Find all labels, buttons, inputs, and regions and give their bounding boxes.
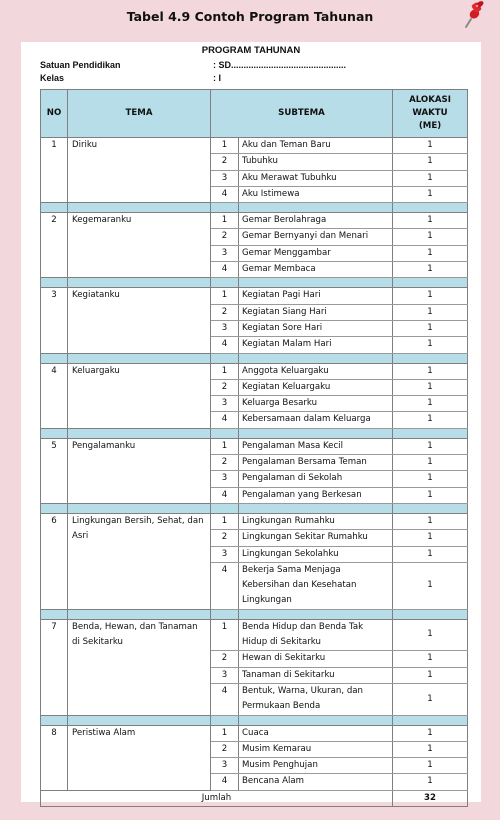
subtheme-number: 2 <box>211 455 239 471</box>
subtheme-name: Lingkungan Rumahku <box>239 513 393 529</box>
subtheme-name: Bencana Alam <box>239 774 393 790</box>
pushpin-icon <box>459 0 485 30</box>
subtheme-allocation: 1 <box>393 562 468 609</box>
subtheme-number: 4 <box>211 412 239 428</box>
class-row <box>40 73 221 83</box>
school-row <box>40 60 347 70</box>
subtheme-allocation: 1 <box>393 229 468 245</box>
subtheme-allocation: 1 <box>393 725 468 741</box>
subtheme-name: Lingkungan Sekolahku <box>239 546 393 562</box>
subtheme-name: Kegiatan Keluargaku <box>239 379 393 395</box>
theme-name: Peristiwa Alam <box>68 725 211 790</box>
subtheme-name: Benda Hidup dan Benda Tak Hidup di Sekitarku <box>239 619 393 651</box>
subtheme-name: Kegiatan Siang Hari <box>239 304 393 320</box>
separator-row <box>41 715 468 725</box>
theme-name: Kegiatanku <box>68 288 211 353</box>
subtheme-number: 2 <box>211 154 239 170</box>
theme-number: 1 <box>41 138 68 203</box>
subtheme-number: 1 <box>211 213 239 229</box>
class-label: Kelas <box>40 73 65 83</box>
subtheme-name: Hewan di Sekitarku <box>239 651 393 667</box>
subtheme-allocation: 1 <box>393 363 468 379</box>
subtheme-allocation: 1 <box>393 758 468 774</box>
subtheme-allocation: 1 <box>393 651 468 667</box>
subtheme-allocation: 1 <box>393 170 468 186</box>
subtheme-number: 1 <box>211 513 239 529</box>
subtheme-name: Kebersamaan dalam Keluarga <box>239 412 393 428</box>
subtheme-allocation: 1 <box>393 683 468 715</box>
subtheme-allocation: 1 <box>393 487 468 503</box>
subtheme-name: Kegiatan Pagi Hari <box>239 288 393 304</box>
separator-row <box>41 353 468 363</box>
subtheme-number: 1 <box>211 138 239 154</box>
subtheme-name: Bekerja Sama Menjaga Kebersihan dan Kesehatan Lingkungan <box>239 562 393 609</box>
theme-name: Diriku <box>68 138 211 203</box>
subtheme-number: 2 <box>211 741 239 757</box>
subtheme-name: Kegiatan Malam Hari <box>239 337 393 353</box>
theme-name: Keluargaku <box>68 363 211 428</box>
separator-row <box>41 609 468 619</box>
subtheme-name: Kegiatan Sore Hari <box>239 320 393 336</box>
subtheme-allocation: 1 <box>393 337 468 353</box>
total-row <box>41 790 468 806</box>
subtheme-allocation: 1 <box>393 619 468 651</box>
subtheme-number: 3 <box>211 758 239 774</box>
subtheme-name: Aku Merawat Tubuhku <box>239 170 393 186</box>
subtheme-allocation: 1 <box>393 774 468 790</box>
header-tema: TEMA <box>68 90 211 138</box>
separator-row <box>41 503 468 513</box>
subtheme-name: Pengalaman yang Berkesan <box>239 487 393 503</box>
subtheme-name: Gemar Bernyanyi dan Menari <box>239 229 393 245</box>
subtheme-number: 3 <box>211 667 239 683</box>
subtheme-name: Aku Istimewa <box>239 186 393 202</box>
subtheme-name: Lingkungan Sekitar Rumahku <box>239 530 393 546</box>
subtheme-name: Musim Penghujan <box>239 758 393 774</box>
separator-row <box>41 428 468 438</box>
subtheme-number: 4 <box>211 337 239 353</box>
subtheme-number: 4 <box>211 562 239 609</box>
table-caption: Tabel 4.9 Contoh Program Tahunan <box>126 9 374 24</box>
subtheme-allocation: 1 <box>393 741 468 757</box>
subtheme-number: 3 <box>211 170 239 186</box>
subtheme-allocation: 1 <box>393 471 468 487</box>
subtheme-name: Tubuhku <box>239 154 393 170</box>
subtheme-name: Pengalaman di Sekolah <box>239 471 393 487</box>
subtheme-name: Anggota Keluargaku <box>239 363 393 379</box>
table-row <box>41 288 468 304</box>
subtheme-allocation: 1 <box>393 213 468 229</box>
theme-number: 6 <box>41 513 68 609</box>
subtheme-allocation: 1 <box>393 138 468 154</box>
header-alokasi: ALOKASI WAKTU (ME) <box>393 90 468 138</box>
subtheme-number: 2 <box>211 304 239 320</box>
total-label: Jumlah <box>41 790 393 806</box>
subtheme-name: Gemar Membaca <box>239 262 393 278</box>
table-header-row <box>41 90 468 138</box>
table-row <box>41 725 468 741</box>
school-value: : SD.............................................. <box>213 60 347 70</box>
header-subtema: SUBTEMA <box>211 90 393 138</box>
theme-number: 7 <box>41 619 68 715</box>
subtheme-allocation: 1 <box>393 304 468 320</box>
theme-name: Lingkungan Bersih, Sehat, dan Asri <box>68 513 211 609</box>
subtheme-number: 4 <box>211 186 239 202</box>
theme-name: Benda, Hewan, dan Tanaman di Sekitarku <box>68 619 211 715</box>
subtheme-name: Aku dan Teman Baru <box>239 138 393 154</box>
subtheme-name: Pengalaman Bersama Teman <box>239 455 393 471</box>
table-row <box>41 138 468 154</box>
subtheme-allocation: 1 <box>393 320 468 336</box>
subtheme-number: 4 <box>211 262 239 278</box>
subtheme-number: 3 <box>211 396 239 412</box>
subtheme-number: 3 <box>211 320 239 336</box>
subtheme-name: Gemar Menggambar <box>239 245 393 261</box>
total-value: 32 <box>393 790 468 806</box>
subtheme-number: 4 <box>211 487 239 503</box>
subtheme-number: 1 <box>211 725 239 741</box>
subtheme-name: Musim Kemarau <box>239 741 393 757</box>
subtheme-name: Pengalaman Masa Kecil <box>239 438 393 454</box>
subtheme-allocation: 1 <box>393 412 468 428</box>
program-title: PROGRAM TAHUNAN <box>201 45 301 56</box>
school-label: Satuan Pendidikan <box>40 60 121 70</box>
subtheme-allocation: 1 <box>393 154 468 170</box>
table-row <box>41 213 468 229</box>
subtheme-number: 1 <box>211 288 239 304</box>
subtheme-number: 2 <box>211 651 239 667</box>
subtheme-allocation: 1 <box>393 546 468 562</box>
subtheme-allocation: 1 <box>393 288 468 304</box>
table-row <box>41 363 468 379</box>
subtheme-allocation: 1 <box>393 530 468 546</box>
subtheme-allocation: 1 <box>393 438 468 454</box>
document-page <box>21 42 481 802</box>
theme-name: Kegemaranku <box>68 213 211 278</box>
theme-number: 3 <box>41 288 68 353</box>
subtheme-name: Tanaman di Sekitarku <box>239 667 393 683</box>
header-no: NO <box>41 90 68 138</box>
subtheme-allocation: 1 <box>393 513 468 529</box>
subtheme-allocation: 1 <box>393 262 468 278</box>
subtheme-name: Gemar Berolahraga <box>239 213 393 229</box>
theme-number: 2 <box>41 213 68 278</box>
table-row <box>41 438 468 454</box>
subtheme-allocation: 1 <box>393 455 468 471</box>
theme-number: 4 <box>41 363 68 428</box>
theme-number: 5 <box>41 438 68 503</box>
subtheme-number: 2 <box>211 530 239 546</box>
subtheme-name: Cuaca <box>239 725 393 741</box>
separator-row <box>41 278 468 288</box>
table-row <box>41 619 468 651</box>
subtheme-number: 3 <box>211 245 239 261</box>
subtheme-number: 4 <box>211 774 239 790</box>
table-row <box>41 513 468 529</box>
subtheme-number: 2 <box>211 229 239 245</box>
subtheme-number: 2 <box>211 379 239 395</box>
subtheme-allocation: 1 <box>393 396 468 412</box>
subtheme-allocation: 1 <box>393 186 468 202</box>
subtheme-number: 4 <box>211 683 239 715</box>
subtheme-number: 3 <box>211 546 239 562</box>
subtheme-name: Bentuk, Warna, Ukuran, dan Permukaan Benda <box>239 683 393 715</box>
subtheme-name: Keluarga Besarku <box>239 396 393 412</box>
subtheme-allocation: 1 <box>393 379 468 395</box>
separator-row <box>41 203 468 213</box>
theme-number: 8 <box>41 725 68 790</box>
subtheme-number: 1 <box>211 438 239 454</box>
subtheme-allocation: 1 <box>393 245 468 261</box>
subtheme-number: 1 <box>211 363 239 379</box>
subtheme-allocation: 1 <box>393 667 468 683</box>
theme-name: Pengalamanku <box>68 438 211 503</box>
program-table <box>40 89 468 807</box>
subtheme-number: 3 <box>211 471 239 487</box>
class-value: : I <box>213 73 221 83</box>
subtheme-number: 1 <box>211 619 239 651</box>
